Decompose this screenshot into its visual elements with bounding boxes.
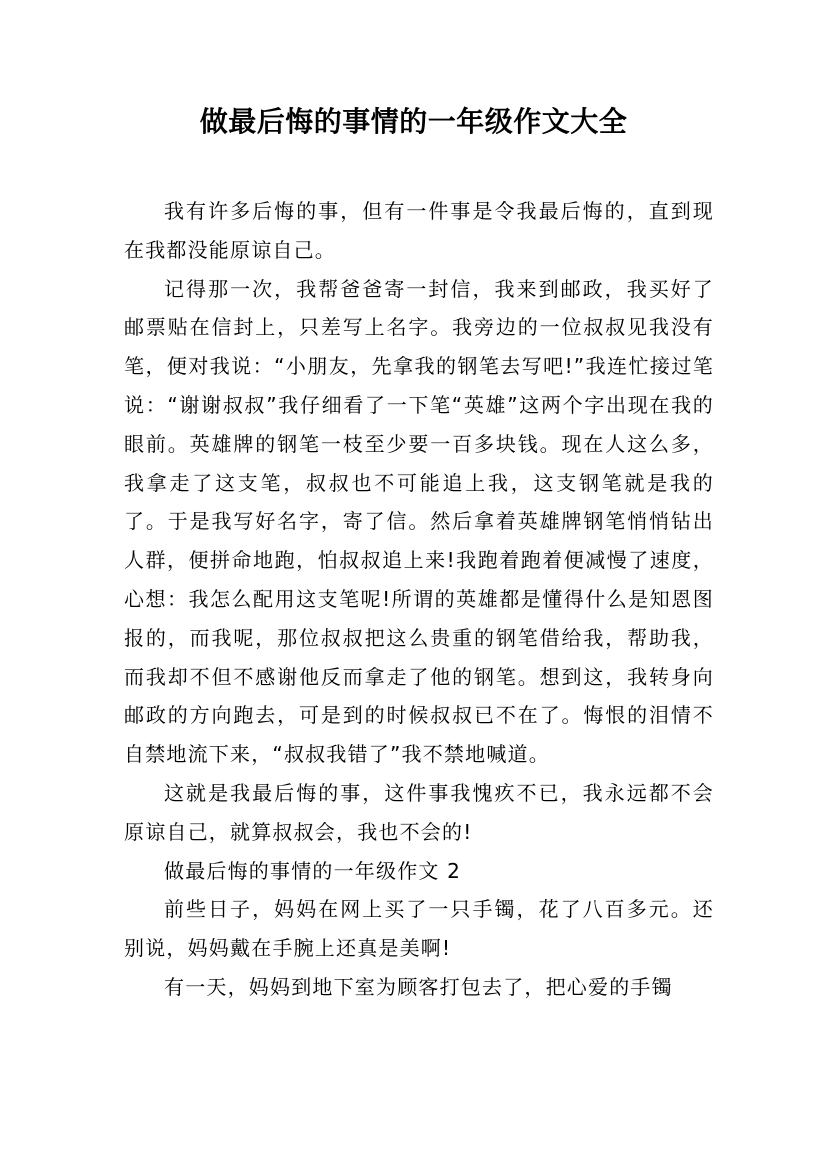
section-heading: 做最后悔的事情的一年级作文 2 [164,858,462,883]
paragraph: 我有许多后悔的事，但有一件事是令我最后悔的，直到现在我都没能原谅自己。 [124,199,714,262]
paragraph: 记得那一次，我帮爸爸寄一封信，我来到邮政，我买好了邮票贴在信封上，只差写上名字。我旁边的一位叔叔见我没有笔，便对我说：“小朋友，先拿我的钢笔去写吧!”我连忙接过笔说：“谢谢叔叔”我仔细看了一下笔“英雄”这两个字出现在我的眼前。英雄牌的钢笔一枝至少要一百多块钱。现在人这么多，我拿走了这支笔，叔叔也不可能追上我，这支钢笔就是我的了。于是我写好名字，寄了信。然后拿着英雄牌钢笔悄悄钻出人群，便拼命地跑，怕叔叔追上来!我跑着跑着便减慢了速度，心想：我怎么配用这支笔呢!所谓的英雄都是懂得什么是知恩图报的，而我呢，那位叔叔把这么贵重的钢笔借给我，帮助我，而我却不但不感谢他反而拿走了他的钢笔。想到这，我转身向邮政的方向跑去，可是到的时候叔叔已不在了。悔恨的泪情不自禁地流下来，“叔叔我错了”我不禁地喊道。 [124,276,714,767]
paragraph: 这就是我最后悔的事，这件事我愧疚不已，我永远都不会原谅自己，就算叔叔会，我也不会的! [124,780,714,844]
paragraph: 有一天，妈妈到地下室为顾客打包去了，把心爱的手镯 [164,974,673,999]
document-body [124,192,714,1007]
paragraph: 前些日子，妈妈在网上买了一只手镯，花了八百多元。还别说，妈妈戴在手腕上还真是美啊! [124,897,714,961]
document-title: 做最后悔的事情的一年级作文大全 [199,105,628,138]
